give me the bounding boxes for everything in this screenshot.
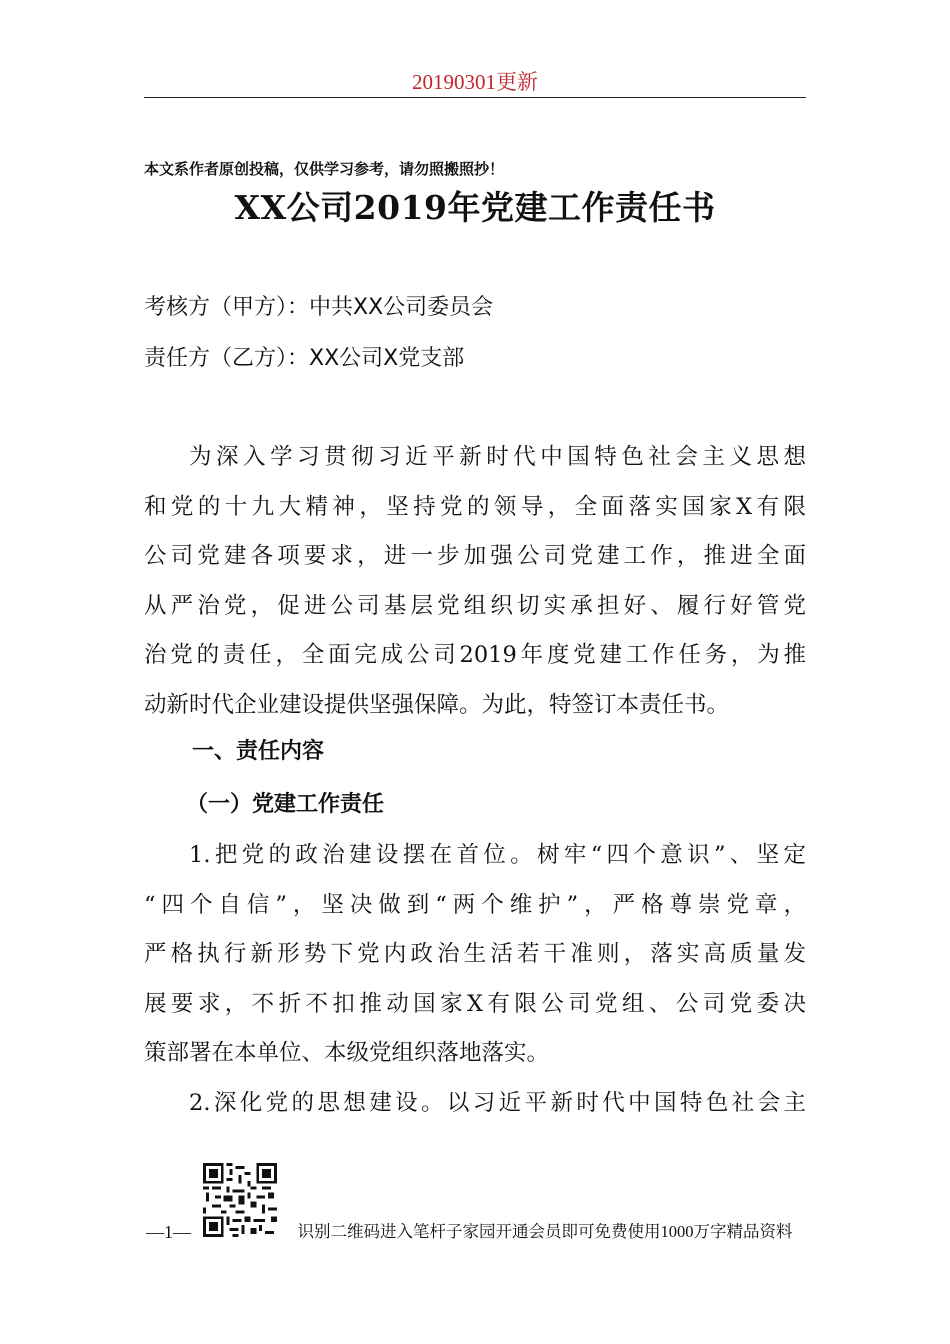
paragraph-line: 从严治党，促进公司基层党组织切实承担好、履行好管党	[144, 592, 806, 619]
section-heading: 一、责任内容	[192, 739, 325, 764]
paragraph-line: 策部署在本单位、本级党组织落地落实。	[144, 1040, 550, 1066]
footer-promo-text: 识别二维码进入笔杆子家园开通会员即可免费使用1000万字精品资料	[297, 1222, 793, 1241]
item-2-paragraph	[144, 1079, 806, 1129]
copyright-notice: 本文系作者原创投稿，仅供学习参考，请勿照搬照抄！	[144, 160, 505, 178]
intro-paragraph	[144, 433, 806, 730]
header-divider	[144, 97, 806, 98]
party-a-line: 考核方（甲方）：中共XX公司委员会	[144, 295, 494, 320]
paragraph-line: 公司党建各项要求，进一步加强公司党建工作，推进全面	[144, 543, 806, 569]
paragraph-line: 为深入学习贯彻习近平新时代中国特色社会主义思想	[189, 444, 806, 470]
party-b-line: 责任方（乙方）：XX公司X党支部	[144, 346, 465, 371]
paragraph-line: 2.深化党的思想建设。以习近平新时代中国特色社会主	[189, 1090, 806, 1116]
paragraph-line: “四个自信”，坚决做到“两个维护”，严格尊崇党章，	[144, 891, 806, 918]
update-date-label: 20190301更新	[412, 70, 538, 94]
page-number: —1—	[146, 1222, 191, 1242]
paragraph-line: 展要求，不折不扣推动国家X有限公司党组、公司党委决	[144, 990, 806, 1017]
paragraph-line: 严格执行新形势下党内政治生活若干准则，落实高质量发	[144, 941, 806, 967]
qr-code-icon[interactable]	[203, 1163, 277, 1237]
subsection-heading: （一）党建工作责任	[186, 791, 385, 817]
paragraph-line: 1.把党的政治建设摆在首位。树牢“四个意识”、坚定	[189, 842, 806, 868]
document-title: XX公司2019年党建工作责任书	[234, 188, 716, 227]
paragraph-line: 动新时代企业建设提供坚强保障。为此，特签订本责任书。	[144, 691, 730, 718]
paragraph-line: 治党的责任，全面完成公司2019年度党建工作任务，为推	[144, 642, 806, 668]
item-1-paragraph	[144, 831, 806, 1079]
paragraph-line: 和党的十九大精神，坚持党的领导，全面落实国家X有限	[144, 493, 806, 520]
